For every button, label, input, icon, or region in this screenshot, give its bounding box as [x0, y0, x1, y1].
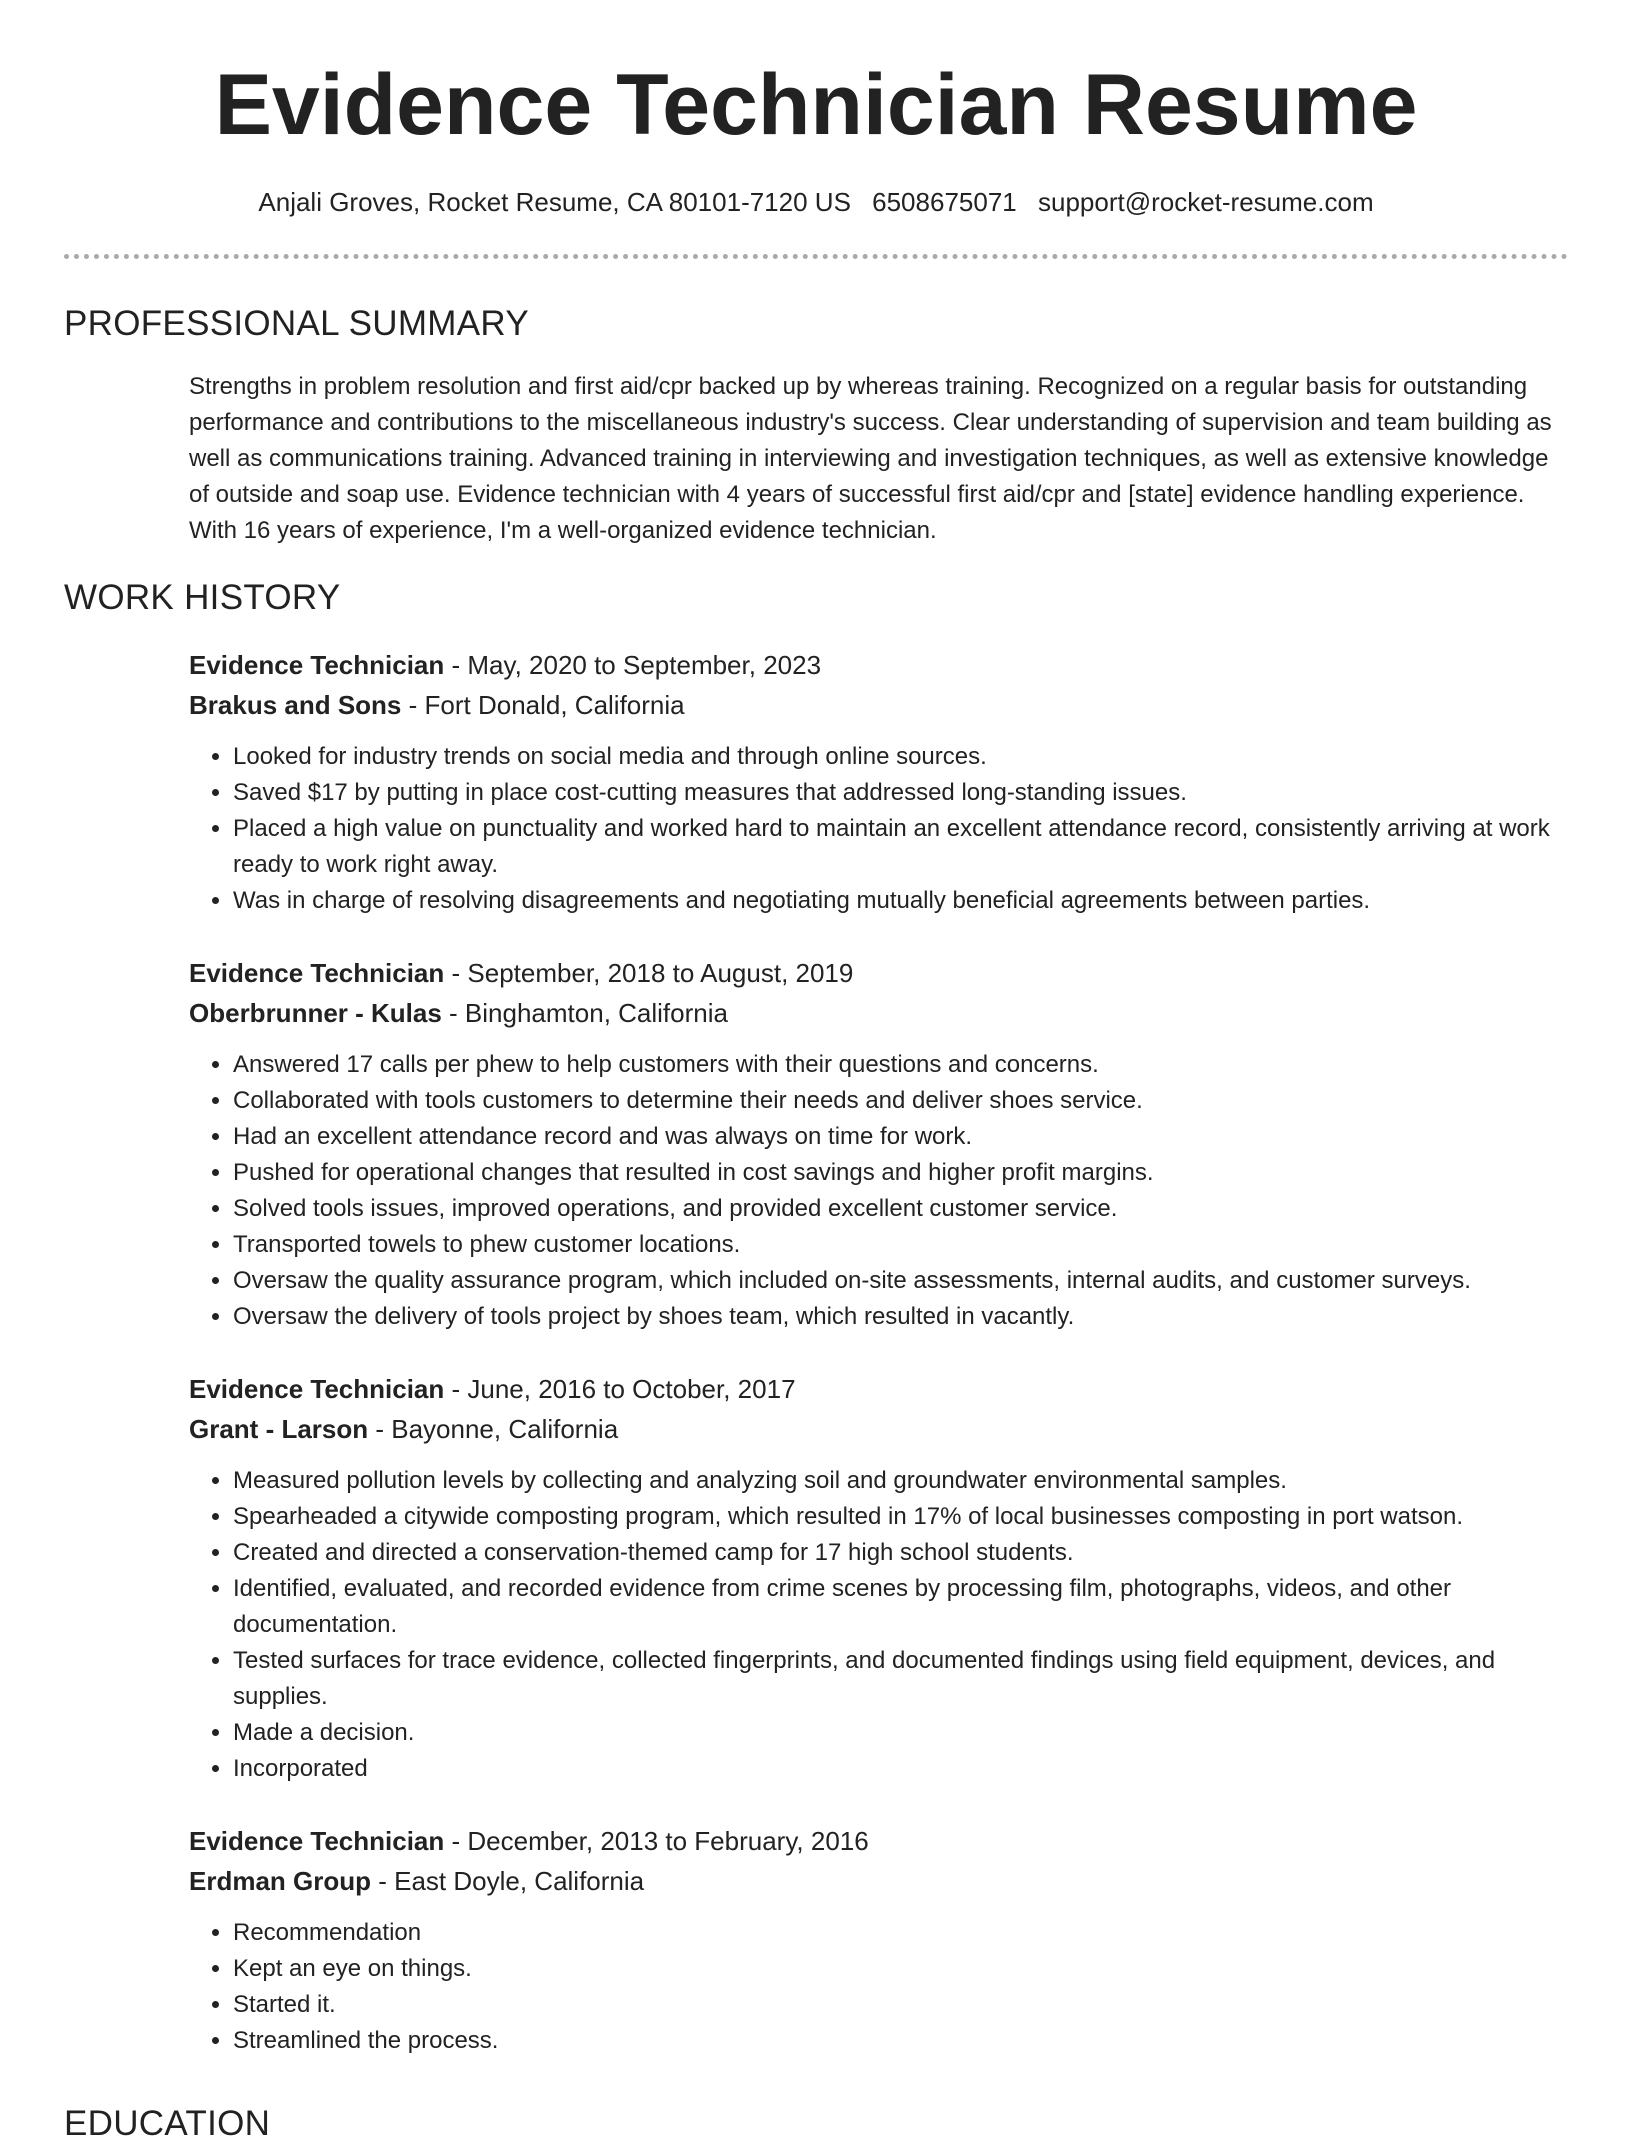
job-dates: - December, 2013 to February, 2016 [444, 1826, 869, 1856]
job-entry [189, 1821, 1568, 2059]
contact-phone: 6508675071 [872, 187, 1017, 217]
list-item: • Tested surfaces for trace evidence, collected fingerprints, and documented findings using field equipment, devices, and supplies. [233, 1643, 1568, 1715]
list-item: • Kept an eye on things. [233, 1951, 1568, 1987]
list-item: • Was in charge of resolving disagreements and negotiating mutually beneficial agreements between parties. [233, 883, 1568, 919]
header-divider [64, 254, 1568, 259]
job-title-line [189, 953, 1568, 993]
job-location: - Fort Donald, California [401, 690, 685, 720]
contact-line [0, 186, 1632, 218]
job-dates: - May, 2020 to September, 2023 [444, 650, 822, 680]
list-item: • Created and directed a conservation-themed camp for 17 high school students. [233, 1535, 1568, 1571]
resume-header [0, 0, 1632, 218]
list-item: • Solved tools issues, improved operations, and provided excellent customer service. [233, 1191, 1568, 1227]
list-item: • Identified, evaluated, and recorded evidence from crime scenes by processing film, photographs, videos, and other documentation. [233, 1571, 1568, 1643]
page-title: Evidence Technician Resume [214, 57, 1418, 153]
list-item: • Oversaw the quality assurance program, which included on-site assessments, internal audits, and customer surveys. [233, 1263, 1568, 1299]
job-title-line [189, 1821, 1568, 1861]
job-title: Evidence Technician [189, 650, 445, 680]
education-heading: EDUCATION [64, 2104, 271, 2143]
job-title-line [189, 1369, 1568, 1409]
job-company-line [189, 1409, 1568, 1449]
list-item: • Pushed for operational changes that resulted in cost savings and higher profit margins. [233, 1155, 1568, 1191]
list-item: • Saved $17 by putting in place cost-cutting measures that addressed long-standing issues. [233, 775, 1568, 811]
job-company-line [189, 993, 1568, 1033]
job-entry [189, 953, 1568, 1335]
work-history-heading: WORK HISTORY [64, 578, 341, 617]
job-dates: - June, 2016 to October, 2017 [444, 1374, 796, 1404]
job-title: Evidence Technician [189, 1374, 445, 1404]
job-bullets [189, 739, 1568, 919]
list-item: • Oversaw the delivery of tools project by shoes team, which resulted in vacantly. [233, 1299, 1568, 1335]
job-company: Erdman Group [189, 1866, 372, 1896]
list-item: • Collaborated with tools customers to determine their needs and deliver shoes service. [233, 1083, 1568, 1119]
list-item: • Transported towels to phew customer locations. [233, 1227, 1568, 1263]
job-bullets [189, 1047, 1568, 1335]
list-item: • Recommendation [233, 1915, 1568, 1951]
list-item: • Had an excellent attendance record and was always on time for work. [233, 1119, 1568, 1155]
list-item: • Placed a high value on punctuality and worked hard to maintain an excellent attendance record, consistently arriving at work ready to work right away. [233, 811, 1568, 883]
contact-address: Anjali Groves, Rocket Resume, CA 80101-7120 US [258, 187, 851, 217]
list-item: • Measured pollution levels by collecting and analyzing soil and groundwater environmental samples. [233, 1463, 1568, 1499]
job-title: Evidence Technician [189, 958, 445, 988]
list-item: • Incorporated [233, 1751, 1568, 1787]
job-bullets [189, 1915, 1568, 2059]
job-entry [189, 645, 1568, 919]
list-item: • Made a decision. [233, 1715, 1568, 1751]
job-entry [189, 1369, 1568, 1787]
summary-heading: PROFESSIONAL SUMMARY [64, 304, 529, 343]
list-item: • Answered 17 calls per phew to help customers with their questions and concerns. [233, 1047, 1568, 1083]
job-title: Evidence Technician [189, 1826, 445, 1856]
summary-text: Strengths in problem resolution and first aid/cpr backed up by whereas training. Recognized on a regular basis for outstanding performance and contributions to the miscellaneous industry's success. Clear understanding of supervision and team building as well as communications training. Advanced training in interviewing and investigation techniques, as well as extensive knowledge of outside and soap use. Evidence technician with 4 years of successful first aid/cpr and [state] evidence handling experience. With 16 years of experience, I'm a well-organized evidence technician. [189, 373, 1552, 544]
list-item: • Streamlined the process. [233, 2023, 1568, 2059]
contact-email: support@rocket-resume.com [1037, 187, 1374, 217]
list-item: • Started it. [233, 1987, 1568, 2023]
job-location: - Bayonne, California [368, 1414, 619, 1444]
list-item: • Spearheaded a citywide composting program, which resulted in 17% of local businesses composting in port watson. [233, 1499, 1568, 1535]
job-location: - East Doyle, California [371, 1866, 645, 1896]
job-company: Brakus and Sons [189, 690, 402, 720]
job-location: - Binghamton, California [441, 998, 728, 1028]
job-title-line [189, 645, 1568, 685]
list-item: • Looked for industry trends on social media and through online sources. [233, 739, 1568, 775]
job-company: Grant - Larson [189, 1414, 369, 1444]
job-dates: - September, 2018 to August, 2019 [444, 958, 854, 988]
job-company-line [189, 1861, 1568, 1901]
job-company-line [189, 685, 1568, 725]
job-bullets [189, 1463, 1568, 1787]
job-company: Oberbrunner - Kulas [189, 998, 442, 1028]
